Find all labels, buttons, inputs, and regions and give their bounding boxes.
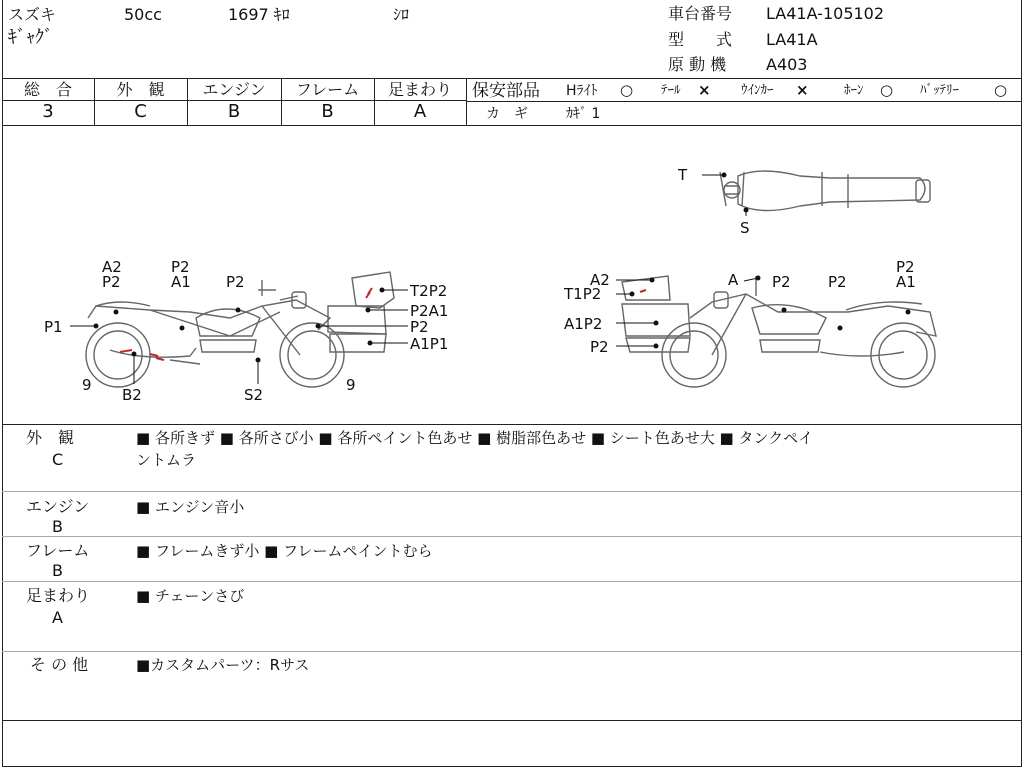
note-label-frame: フレーム (26, 541, 90, 560)
note-grade-frame: B (52, 561, 63, 580)
left-bike-outline (86, 280, 344, 387)
diag-label: P2 (102, 273, 121, 291)
diag-label: T (678, 166, 688, 184)
diag-label: P2 (410, 318, 429, 336)
safety-tail-label: ﾃｰﾙ (661, 83, 681, 98)
note-text-engine: ■ エンジン音小 (136, 498, 245, 516)
note-text-suspension: ■ チェーンさび (136, 587, 245, 605)
safety-battery-label: ﾊﾞｯﾃﾘｰ (920, 83, 959, 98)
grade-value-frame: B (321, 101, 334, 122)
diag-label: P2 (226, 273, 245, 291)
diag-label: S (740, 219, 750, 237)
safety-winker-label: ｳｲﾝｶｰ (741, 83, 774, 98)
safety-title: 保安部品 (472, 81, 540, 101)
safety-winker-status: × (796, 81, 809, 99)
grade-label-suspension: 足まわり (387, 80, 452, 99)
safety-horn-label: ﾎｰﾝ (844, 83, 864, 98)
divider (2, 424, 1021, 425)
safety-headlight-label: Hﾗｲﾄ (566, 83, 598, 99)
maker: スズキ (8, 5, 57, 24)
grade-label-engine: エンジン (202, 80, 266, 99)
diag-label: A1P1 (410, 335, 449, 353)
divider (2, 78, 1021, 79)
safety-horn-status: ○ (880, 81, 894, 99)
note-text-frame: ■ フレームきず小 ■ フレームペイントむら (136, 542, 433, 560)
frame-no: LA41A-105102 (766, 4, 885, 23)
diag-label: P1 (44, 318, 63, 336)
divider (466, 101, 1021, 102)
diag-label: P2 (828, 273, 847, 291)
displacement: 50cc (124, 5, 162, 24)
grade-value-overall: 3 (42, 101, 54, 122)
type-value: LA41A (766, 30, 818, 49)
divider (466, 78, 467, 126)
divider (2, 581, 1021, 582)
note-label-engine: エンジン (26, 497, 90, 516)
note-grade-exterior: C (52, 450, 64, 469)
note-text-exterior-cont: ントムラ (136, 451, 197, 469)
note-label-other: そ の 他 (30, 655, 89, 674)
note-grade-engine: B (52, 517, 63, 536)
note-text-other: ■カスタムパーツ：Rサス (136, 656, 310, 674)
safety-battery-status: ○ (994, 81, 1008, 99)
divider (2, 491, 1021, 492)
diag-label: A (728, 271, 739, 289)
grade-value-engine: B (227, 101, 241, 122)
type-label: 型 式 (668, 30, 733, 49)
divider (2, 720, 1021, 721)
divider (2, 651, 1021, 652)
diag-label: A2 (590, 271, 610, 289)
diag-label: A1 (171, 273, 191, 291)
frame-no-label: 車台番号 (668, 4, 733, 23)
note-label-suspension: 足まわり (26, 586, 91, 605)
diag-label: S2 (244, 386, 264, 404)
diag-label: T1P2 (564, 285, 602, 303)
diag-label: P2 (772, 273, 791, 291)
diag-label: A1 (896, 273, 916, 291)
grade-value-suspension: A (413, 101, 427, 122)
safety-tail-status: × (698, 81, 711, 99)
key-label: カ ギ (486, 106, 528, 122)
safety-headlight-status: ○ (620, 81, 634, 99)
color: ｼﾛ (393, 5, 410, 24)
damage-diagram (0, 126, 1024, 424)
diag-label: P2 (896, 258, 915, 276)
diag-label: 9 (82, 376, 92, 394)
engine-label: 原 動 機 (668, 55, 727, 74)
note-label-exterior: 外 観 (26, 428, 75, 447)
right-bike-outline (662, 276, 936, 387)
divider (2, 536, 1021, 537)
grade-label-frame: フレーム (295, 80, 360, 99)
grade-label-overall: 総 合 (23, 80, 72, 99)
diag-label: A2 (102, 258, 122, 276)
note-text-exterior: ■ 各所きず ■ 各所さび小 ■ 各所ペイント色あせ ■ 樹脂部色あせ ■ シート色あせ大 ■ タンクペイ (136, 429, 814, 447)
diag-label: P2 (171, 258, 190, 276)
diag-label: A1P2 (564, 315, 603, 333)
diag-label: 9 (346, 376, 356, 394)
model-name: ｷﾞｬｸﾞ (8, 27, 53, 48)
top-view-outline (720, 171, 930, 211)
diag-label: P2 (590, 338, 609, 356)
diag-label: P2A1 (410, 302, 449, 320)
diag-label: T2P2 (410, 282, 448, 300)
engine-value: A403 (766, 55, 808, 74)
key-value: ｶｷﾞ 1 (566, 106, 601, 122)
grade-value-exterior: C (134, 101, 147, 122)
grade-label-exterior: 外 観 (116, 80, 165, 99)
note-grade-suspension: A (52, 608, 63, 627)
diag-label: B2 (122, 386, 142, 404)
mileage: 1697 ｷﾛ (228, 5, 290, 24)
